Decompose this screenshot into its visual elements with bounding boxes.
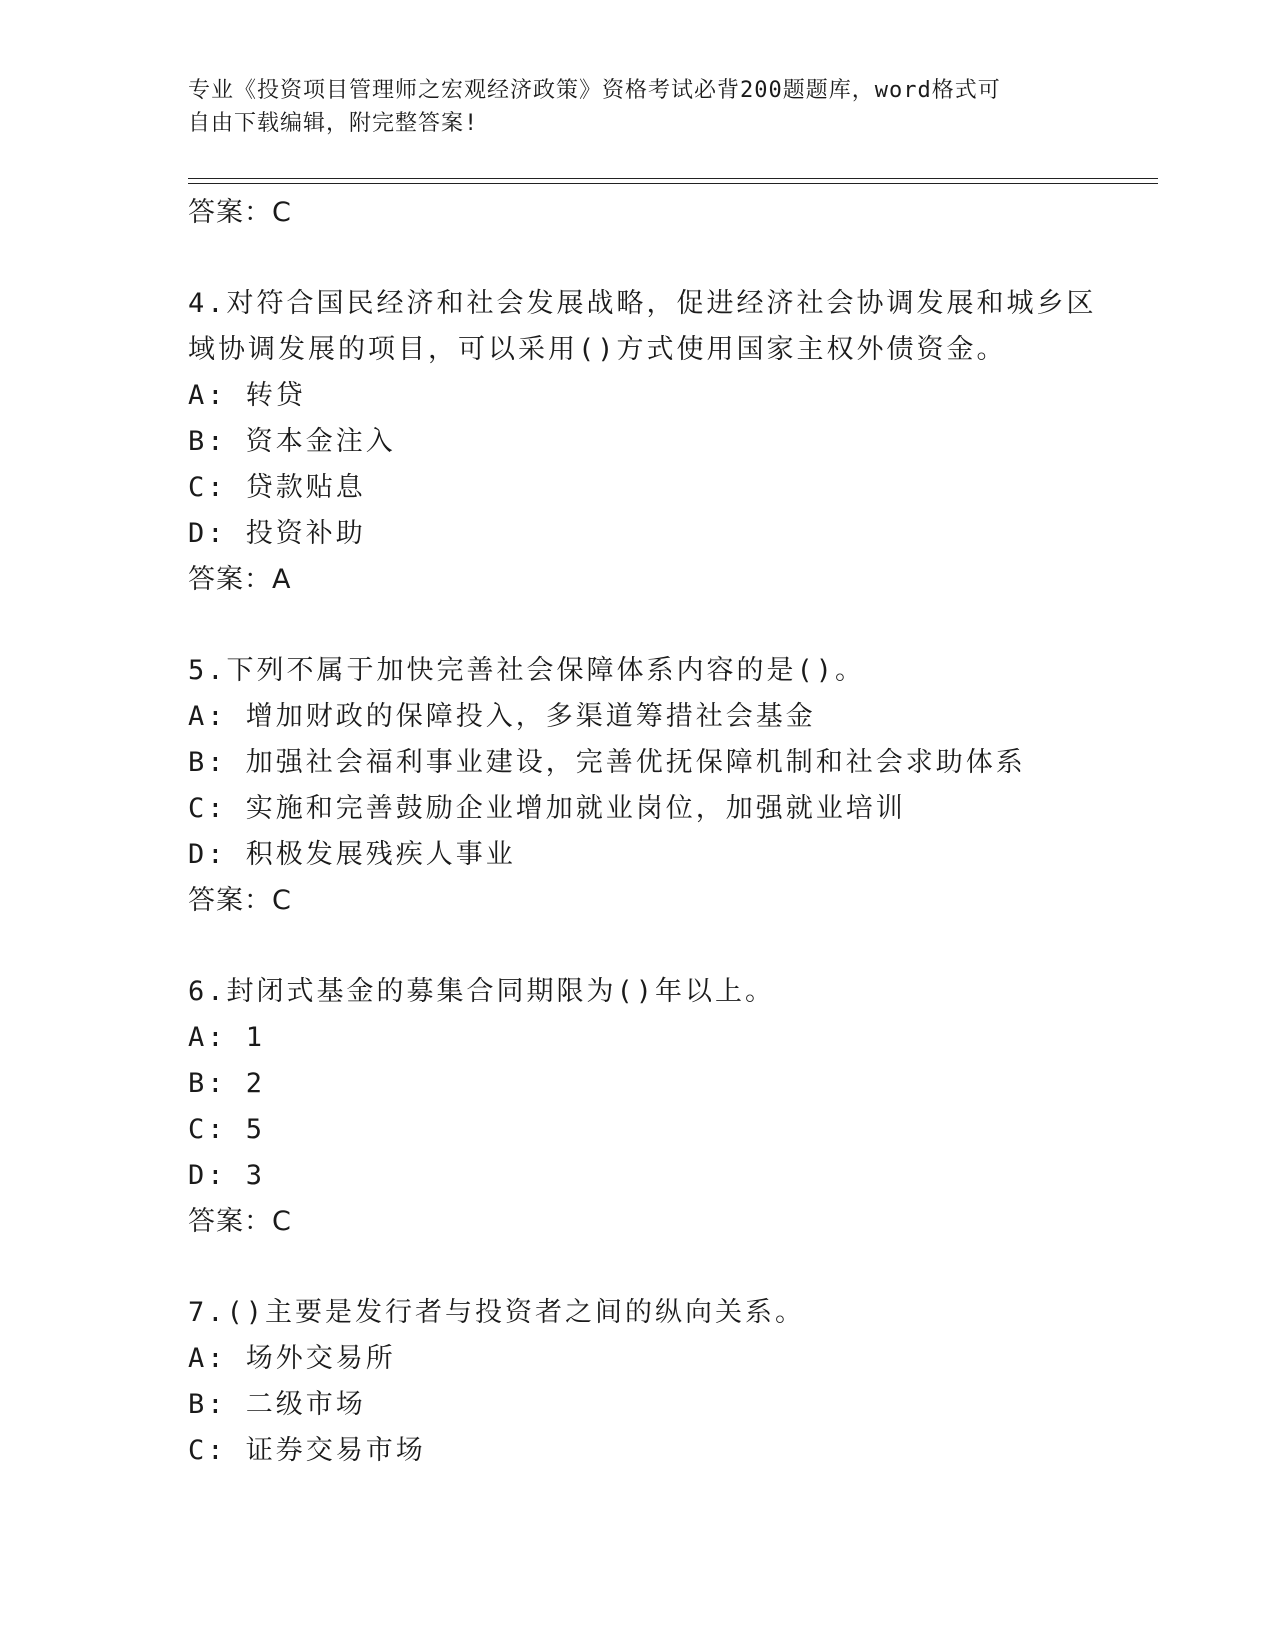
option-c: C: 贷款贴息 — [188, 472, 366, 503]
option-d: D: 3 — [188, 1160, 266, 1191]
question-block — [188, 281, 1097, 603]
header-divider — [188, 178, 1158, 184]
document-header — [188, 74, 1088, 140]
spacer — [188, 603, 1088, 648]
header-line-1: 专业《投资项目管理师之宏观经济政策》资格考试必背200题题库，word格式可 — [188, 78, 1001, 103]
answer-line: 答案：C — [188, 885, 292, 916]
option-a: A: 转贷 — [188, 380, 306, 411]
spacer — [188, 236, 1088, 281]
answer-line: 答案：C — [188, 1206, 292, 1237]
option-c: C: 5 — [188, 1114, 266, 1145]
option-b: B: 二级市场 — [188, 1389, 366, 1420]
question-block — [188, 648, 1088, 924]
spacer — [188, 924, 1088, 969]
option-b: B: 加强社会福利事业建设，完善优抚保障机制和社会求助体系 — [188, 747, 1026, 778]
question-stem: 域协调发展的项目，可以采用()方式使用国家主权外债资金。 — [188, 334, 1007, 365]
question-stem: 5.下列不属于加快完善社会保障体系内容的是()。 — [188, 655, 866, 686]
option-a: A: 增加财政的保障投入，多渠道筹措社会基金 — [188, 701, 816, 732]
option-b: B: 2 — [188, 1068, 266, 1099]
answer-line: 答案：A — [188, 564, 292, 595]
option-c: C: 实施和完善鼓励企业增加就业岗位，加强就业培训 — [188, 793, 906, 824]
option-a: A: 1 — [188, 1022, 266, 1053]
option-c: C: 证券交易市场 — [188, 1435, 426, 1466]
question-block — [188, 969, 1088, 1245]
option-b: B: 资本金注入 — [188, 426, 396, 457]
question-stem: 4.对符合国民经济和社会发展战略，促进经济社会协调发展和城乡区 — [188, 288, 1097, 319]
option-a: A: 场外交易所 — [188, 1343, 396, 1374]
question-block — [188, 1290, 1088, 1474]
question-list — [188, 190, 1097, 1474]
answer-line: 答案：C — [188, 197, 292, 228]
question-stem: 7.()主要是发行者与投资者之间的纵向关系。 — [188, 1297, 806, 1328]
spacer — [188, 1245, 1088, 1290]
option-d: D: 投资补助 — [188, 518, 366, 549]
option-d: D: 积极发展残疾人事业 — [188, 839, 516, 870]
question-stem: 6.封闭式基金的募集合同期限为()年以上。 — [188, 976, 776, 1007]
header-line-2: 自由下载编辑，附完整答案! — [188, 111, 479, 136]
